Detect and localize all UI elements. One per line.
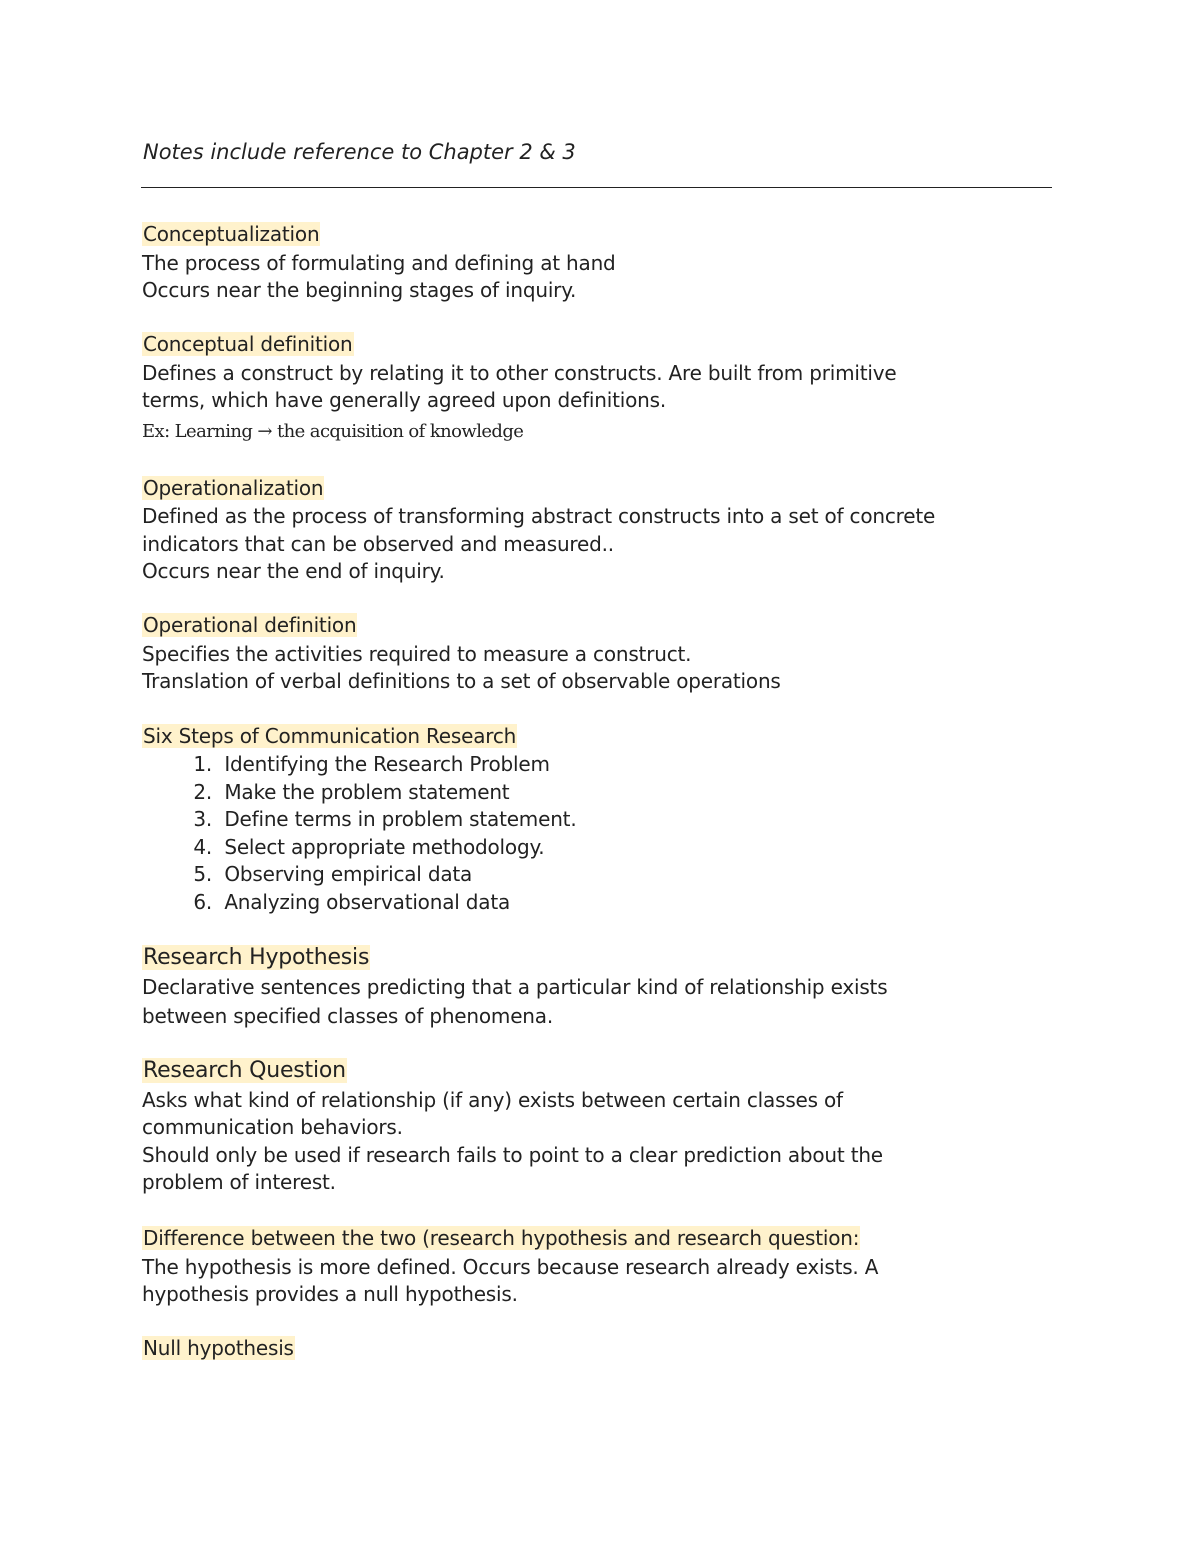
text-line: communication behaviors. bbox=[142, 1115, 403, 1139]
highlighted-heading: Null hypothesis bbox=[143, 1336, 294, 1360]
text-line: Occurs near the end of inquiry. bbox=[142, 559, 445, 583]
text-line: Defines a construct by relating it to other constructs. Are built from primitive bbox=[142, 361, 897, 385]
highlighted-heading: Operationalization bbox=[143, 476, 324, 500]
text-line: The process of formulating and defining at hand bbox=[142, 251, 616, 275]
heading-conceptualization bbox=[142, 221, 320, 248]
text-line: Declarative sentences predicting that a particular kind of relationship exists bbox=[142, 975, 888, 999]
list-item: 2. Make the problem statement bbox=[193, 779, 510, 804]
heading-conceptual-definition bbox=[142, 331, 354, 358]
heading-difference bbox=[142, 1225, 860, 1252]
list-item: 6. Analyzing observational data bbox=[193, 889, 511, 914]
list-item: 1. Identifying the Research Problem bbox=[193, 752, 550, 776]
text-line: Translation of verbal definitions to a set of observable operations bbox=[142, 669, 781, 693]
page-title: Notes include reference to Chapter 2 & 3 bbox=[143, 140, 576, 164]
text-line: Asks what kind of relationship (if any) exists between certain classes of bbox=[142, 1088, 843, 1112]
example-line: Ex: Learning → the acquisition of knowledge bbox=[142, 421, 524, 442]
highlighted-heading: Six Steps of Communication Research bbox=[143, 724, 517, 748]
heading-operational-definition bbox=[142, 612, 357, 639]
text-line: Defined as the process of transforming abstract constructs into a set of concrete bbox=[142, 504, 936, 528]
text-line: hypothesis provides a null hypothesis. bbox=[142, 1282, 518, 1306]
heading-research-question bbox=[142, 1057, 347, 1084]
list-item: 5. Observing empirical data bbox=[193, 862, 473, 887]
text-line: indicators that can be observed and measured.. bbox=[142, 532, 614, 556]
list-item: 3. Define terms in problem statement. bbox=[193, 807, 577, 832]
text-line: Specifies the activities required to measure a construct. bbox=[142, 642, 692, 666]
highlighted-heading: Conceptual definition bbox=[143, 332, 353, 356]
highlighted-heading: Conceptualization bbox=[143, 222, 320, 246]
heading-research-hypothesis bbox=[142, 944, 370, 971]
text-line: problem of interest. bbox=[142, 1170, 336, 1194]
list-item: 4. Select appropriate methodology. bbox=[193, 834, 545, 859]
text-line: terms, which have generally agreed upon definitions. bbox=[142, 388, 667, 412]
highlighted-heading: Research Question bbox=[143, 1058, 346, 1083]
heading-operationalization bbox=[142, 475, 324, 502]
highlighted-heading: Research Hypothesis bbox=[143, 945, 370, 970]
text-line: between specified classes of phenomena. bbox=[142, 1004, 553, 1028]
steps-list bbox=[142, 751, 576, 917]
highlighted-heading: Difference between the two (research hypothesis and research question: bbox=[143, 1226, 860, 1250]
heading-six-steps bbox=[142, 723, 517, 750]
text-line: Occurs near the beginning stages of inquiry. bbox=[142, 278, 577, 302]
text-line: The hypothesis is more defined. Occurs because research already exists. A bbox=[142, 1255, 879, 1279]
horizontal-divider bbox=[141, 187, 1052, 188]
heading-null-hypothesis bbox=[142, 1335, 295, 1362]
text-line: Should only be used if research fails to point to a clear prediction about the bbox=[142, 1143, 883, 1167]
highlighted-heading: Operational definition bbox=[143, 613, 357, 637]
